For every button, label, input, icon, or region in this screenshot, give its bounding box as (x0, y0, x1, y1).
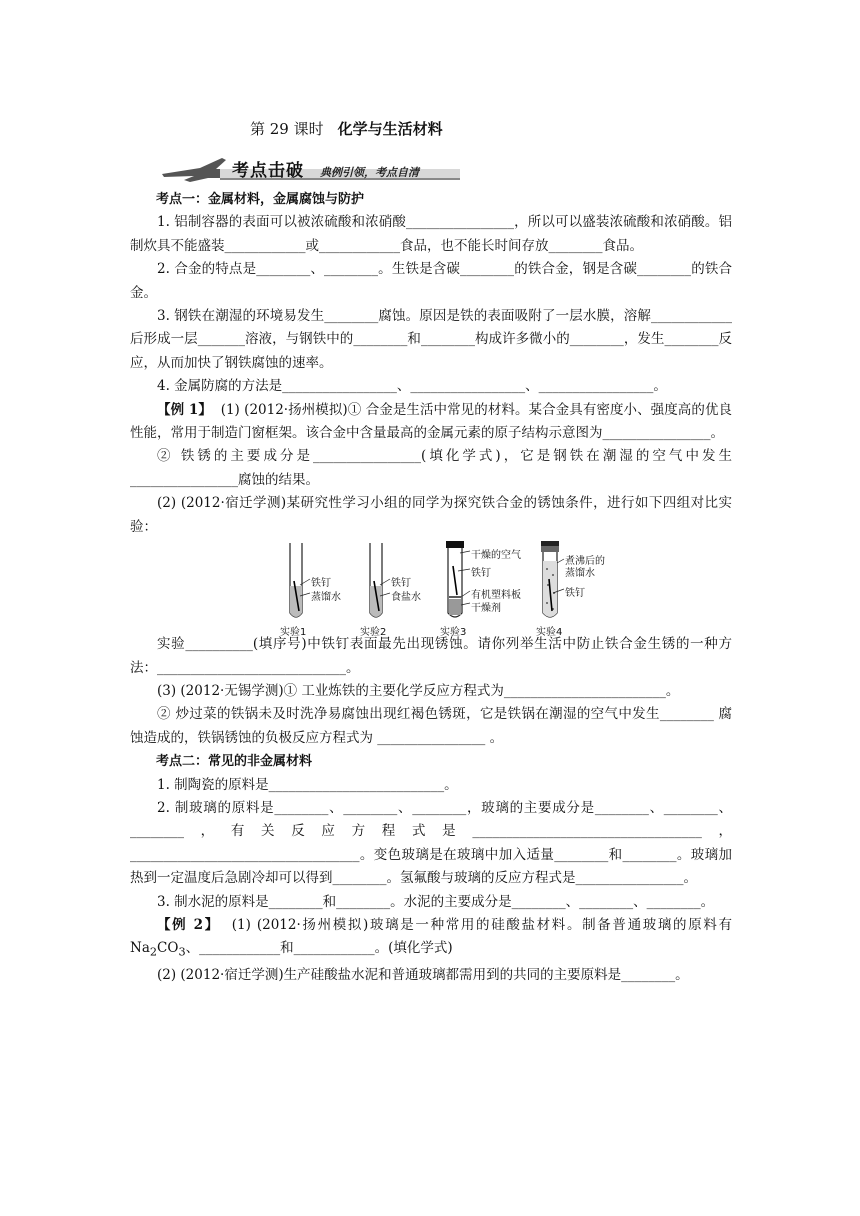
lesson-number: 第 29 课时 (250, 120, 324, 138)
main-content (130, 188, 732, 988)
example1-p6: ② 炒过菜的铁锅未及时洗净易腐蚀出现红褐色锈斑，它是铁锅在潮湿的空气中发生________ 腐蚀造成的，铁锅锈蚀的负极反应方程式为 ________________ 。 (130, 706, 732, 746)
t1-label-water: 蒸馏水 (311, 592, 341, 604)
caption-exp3: 实验3 (440, 627, 467, 639)
formula-sub-3: 3 (178, 946, 186, 960)
example1-tag: 【例 1】 (157, 401, 212, 418)
t3-label-air: 干燥的空气 (471, 550, 521, 562)
section2-heading: 考点二：常见的非金属材料 (156, 754, 313, 770)
page-title (250, 118, 443, 139)
example1-text: (1) (2012·扬州模拟)① 合金是生活中常见的材料。某合金具有密度小、强度高的优良性能，常用于制造门窗框架。该合金中含量最高的金属元素的原子结构示意图为________________。 (130, 401, 733, 442)
t3-label-board: 有机塑料板 (471, 590, 521, 602)
banner-label: 考点击破 (232, 161, 304, 181)
example2-p1 (130, 914, 732, 965)
caption-exp1: 实验1 (280, 627, 307, 639)
t4-label-water: 蒸馏水 (565, 568, 595, 580)
experiment-figure (130, 541, 732, 639)
tube-3-icon (446, 541, 470, 617)
t2-label-saltwater: 食盐水 (391, 592, 421, 604)
t2-label-nail: 铁钉 (391, 578, 411, 590)
banner-subtitle: 典例引领，考点自清 (320, 166, 419, 179)
example1-p3: (2) (2012·宿迁学测)某研究性学习小组的同学为探究铁合金的锈蚀条件，进行如下四组对比实验： (130, 495, 732, 535)
example1-p5: (3) (2012·无锡学测)① 工业炼铁的主要化学反应方程式为________________________。 (157, 682, 680, 699)
example2-tag: 【例 2】 (157, 916, 220, 933)
tube-4-icon (541, 541, 564, 617)
example1-p2: ② 铁锈的主要成分是________________(填化学式)，它是钢铁在潮湿的空气中发生________________腐蚀的结果。 (130, 448, 732, 488)
t4-label-nail: 铁钉 (565, 588, 585, 600)
t1-label-nail: 铁钉 (311, 578, 331, 590)
lesson-title: 化学与生活材料 (337, 120, 443, 138)
example1-p4: 实验__________(填序号)中铁钉表面最先出现锈蚀。请你列举生活中防止铁合金生锈的一种方法：____________________________。 (130, 636, 732, 676)
caption-exp4: 实验4 (536, 627, 563, 639)
formula-co: CO (157, 940, 179, 957)
t4-label-boiled: 煮沸后的 (565, 556, 605, 568)
t3-label-nail: 铁钉 (471, 568, 491, 580)
tube-1-icon (290, 543, 310, 617)
s1-item-4: 4. 金属防腐的方法是_________________、_________________、_________________。 (157, 378, 667, 395)
t3-label-desiccant: 干燥剂 (471, 603, 501, 615)
s2-item-2: 2. 制玻璃的原料是________、________、________，玻璃的主要成分是________、________、________，有关反应方程式是__________________________________，__________________________________。变色玻璃是在玻璃中加入适量________和________。玻璃加热到一定温度后急剧冷却可以得到________。氢氟酸与玻璃的反应方程式是________________。 (130, 799, 732, 887)
caption-exp2: 实验2 (360, 627, 387, 639)
example2-p2: (2) (2012·宿迁学测)生产硅酸盐水泥和普通玻璃都需用到的共同的主要原料是________。 (157, 967, 689, 984)
section-banner (160, 154, 460, 184)
s1-item-1: 1. 铝制容器的表面可以被浓硫酸和浓硝酸________________，所以可以盛装浓硫酸和浓硝酸。铝制炊具不能盛装____________或____________食品，也不能长时间存放________食品。 (130, 214, 732, 254)
tube-2-icon (370, 543, 390, 617)
example1-p1 (130, 399, 732, 446)
s1-item-3: 3. 钢铁在潮湿的环境易发生________腐蚀。原因是铁的表面吸附了一层水膜，溶解____________后形成一层_______溶液，与钢铁中的________和________构成许多微小的________，发生________反应，从而加快了钢铁腐蚀的速率。 (130, 308, 732, 371)
s1-item-2: 2. 合金的特点是________、________。生铁是含碳________的铁合金，钢是含碳________的铁合金。 (130, 261, 732, 301)
s2-item-1: 1. 制陶瓷的原料是__________________________。 (157, 776, 458, 793)
section1-heading: 考点一：金属材料，金属腐蚀与防护 (156, 192, 365, 207)
formula-sub-2: 2 (149, 946, 158, 960)
example2-text-end: 、____________和____________。(填化学式) (185, 940, 453, 957)
formula-na: Na (130, 940, 150, 957)
s2-item-3: 3. 制水泥的原料是________和________。水泥的主要成分是________、________、________。 (157, 893, 715, 910)
example2-text: (1) (2012·扬州模拟)玻璃是一种常用的硅酸盐材料。制备普通玻璃的原料有 (231, 916, 733, 933)
